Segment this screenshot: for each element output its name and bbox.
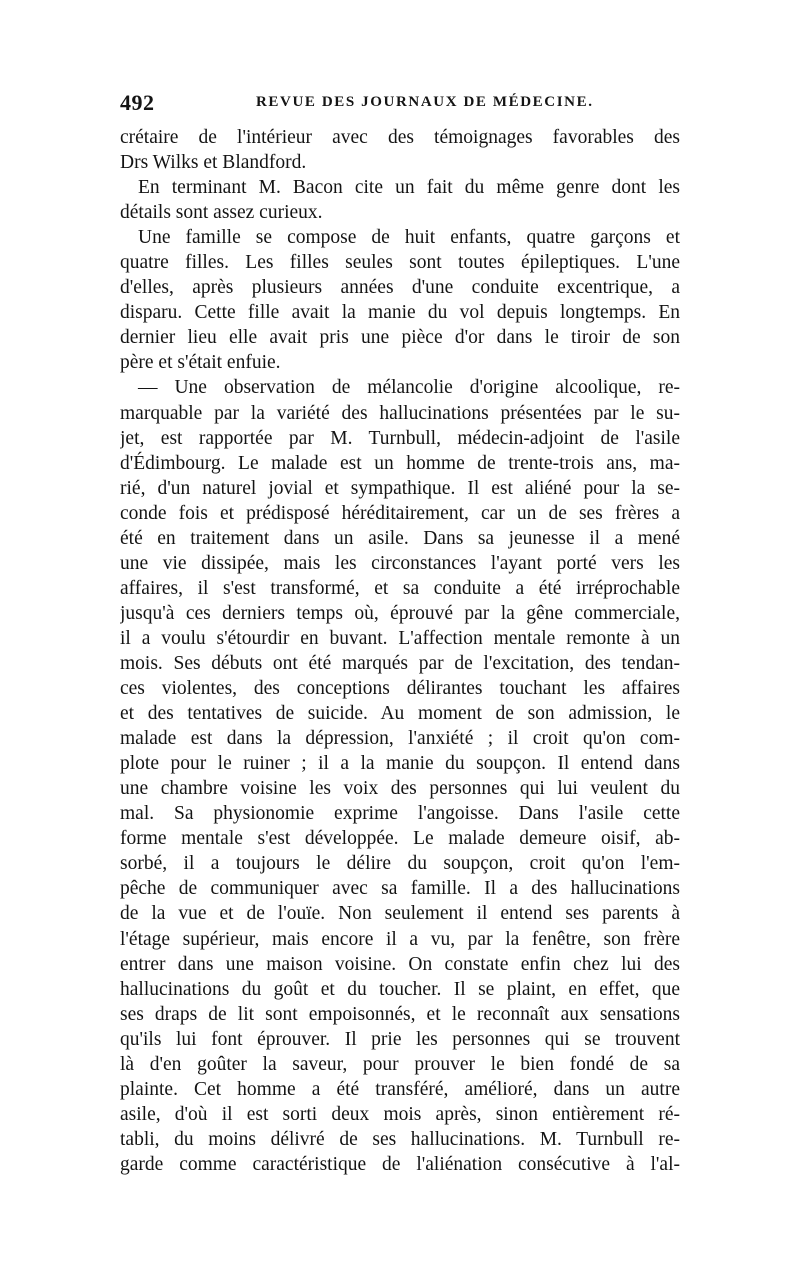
- text-line: détails sont assez curieux.: [120, 202, 323, 224]
- text-line: disparu. Cette fille avait la manie du vol depuis longtemps. En: [120, 302, 680, 324]
- text-line: forme mentale s'est développée. Le malade demeure oisif, ab-: [120, 828, 680, 850]
- text-line: ses draps de lit sont empoisonnés, et le reconnaît aux sensations: [120, 1003, 680, 1025]
- text-line: conde fois et prédisposé héréditairement, car un de ses frères a: [120, 502, 680, 524]
- text-line: là d'en goûter la saveur, pour prouver le bien fondé de sa: [120, 1053, 680, 1075]
- text-line: plote pour le ruiner ; il a la manie du soupçon. Il entend dans: [120, 753, 680, 775]
- text-line: mal. Sa physionomie exprime l'angoisse. Dans l'asile cette: [120, 803, 680, 825]
- text-line: hallucinations du goût et du toucher. Il se plaint, en effet, que: [120, 978, 680, 1000]
- text-line: qu'ils lui font éprouver. Il prie les personnes qui se trouvent: [120, 1028, 680, 1050]
- text-line: rié, d'un naturel jovial et sympathique. Il est aliéné pour la se-: [120, 477, 680, 499]
- text-line: été en traitement dans un asile. Dans sa jeunesse il a mené: [120, 527, 680, 549]
- body-text: [120, 125, 680, 1177]
- text-line: une chambre voisine les voix des personnes qui lui veulent du: [120, 778, 680, 800]
- text-line: Une famille se compose de huit enfants, quatre garçons et: [138, 227, 680, 249]
- text-line: plainte. Cet homme a été transféré, amélioré, dans un autre: [120, 1078, 680, 1100]
- text-line: En terminant M. Bacon cite un fait du même genre dont les: [138, 177, 680, 199]
- text-line: l'étage supérieur, mais encore il a vu, par la fenêtre, son frère: [120, 928, 680, 950]
- text-line: ces violentes, des conceptions délirantes touchant les affaires: [120, 678, 680, 700]
- text-line: jusqu'à ces derniers temps où, éprouvé par la gêne commerciale,: [120, 602, 680, 624]
- page-header: [120, 90, 680, 120]
- text-line: de la vue et de l'ouïe. Non seulement il entend ses parents à: [120, 903, 680, 925]
- text-line: malade est dans la dépression, l'anxiété ; il croit qu'on com-: [120, 728, 680, 750]
- text-line: — Une observation de mélancolie d'origine alcoolique, re-: [138, 377, 680, 399]
- text-line: sorbé, il a toujours le délire du soupçon, croit qu'on l'em-: [120, 853, 680, 875]
- page-number: 492: [120, 90, 155, 115]
- text-line: il a voulu s'étourdir en buvant. L'affection mentale remonte à un: [120, 627, 680, 649]
- text-line: garde comme caractéristique de l'aliénation consécutive à l'al-: [120, 1153, 680, 1175]
- text-line: crétaire de l'intérieur avec des témoignages favorables des: [120, 127, 680, 148]
- text-line: une vie dissipée, mais les circonstances l'ayant porté vers les: [120, 552, 680, 574]
- text-line: quatre filles. Les filles seules sont toutes épileptiques. L'une: [120, 252, 680, 274]
- text-line: père et s'était enfuie.: [120, 352, 281, 374]
- text-line: marquable par la variété des hallucinations présentées par le su-: [120, 402, 680, 424]
- text-line: et des tentatives de suicide. Au moment de son admission, le: [120, 703, 680, 725]
- text-line: pêche de communiquer avec sa famille. Il a des hallucinations: [120, 878, 680, 900]
- text-line: asile, d'où il est sorti deux mois après, sinon entièrement ré-: [120, 1103, 680, 1125]
- text-line: affaires, il s'est transformé, et sa conduite a été irréprochable: [120, 577, 680, 599]
- running-head: REVUE DES JOURNAUX DE MÉDECINE.: [256, 94, 594, 110]
- text-line: mois. Ses débuts ont été marqués par de l'excitation, des tendan-: [120, 652, 680, 674]
- text-line: entrer dans une maison voisine. On constate enfin chez lui des: [120, 953, 680, 975]
- text-line: jet, est rapportée par M. Turnbull, médecin-adjoint de l'asile: [120, 427, 680, 449]
- text-line: d'elles, après plusieurs années d'une conduite excentrique, a: [120, 277, 680, 299]
- text-line: dernier lieu elle avait pris une pièce d'or dans le tiroir de son: [120, 327, 680, 349]
- text-line: tabli, du moins délivré de ses hallucinations. M. Turnbull re-: [120, 1128, 680, 1150]
- text-line: d'Édimbourg. Le malade est un homme de trente-trois ans, ma-: [120, 452, 680, 474]
- text-line: Drs Wilks et Blandford.: [120, 152, 307, 174]
